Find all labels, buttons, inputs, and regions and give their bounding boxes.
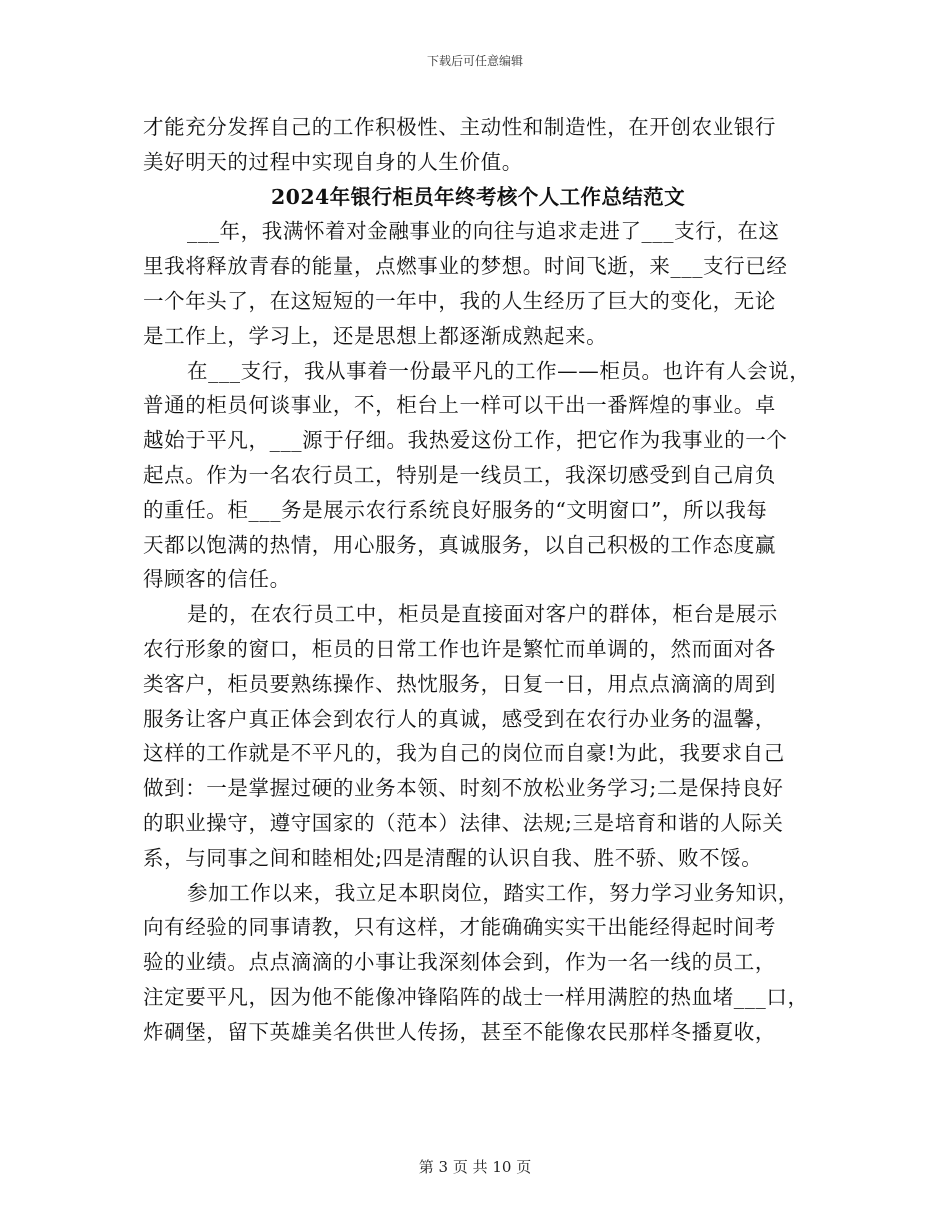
paragraph-line: 起点。作为一名农行员工，特别是一线员工，我深切感受到自己肩负 <box>143 462 776 487</box>
paragraph-line: 天都以饱满的热情，用心服务，真诚服务，以自己积极的工作态度赢 <box>143 532 776 557</box>
paragraph-line: 系，与同事之间和睦相处;四是清醒的认识自我、胜不骄、败不馁。 <box>143 845 763 870</box>
paragraph-line: 在___支行，我从事着一份最平凡的工作——柜员。也许有人会说， <box>187 358 811 383</box>
paragraph-line: 里我将释放青春的能量，点燃事业的梦想。时间飞逝，来___支行已经 <box>143 254 788 279</box>
paragraph-line: 这样的工作就是不平凡的，我为自己的岗位而自豪!为此，我要求自己 <box>143 741 785 766</box>
document-body <box>143 110 813 1050</box>
paragraph-line: 做到：一是掌握过硬的业务本领、时刻不放松业务学习;二是保持良好 <box>143 776 784 801</box>
paragraph-line: 得顾客的信任。 <box>143 567 291 592</box>
page-number: 第 3 页 共 10 页 <box>418 1158 532 1176</box>
paragraph-line: 是工作上，学习上，还是思想上都逐渐成熟起来。 <box>143 323 608 348</box>
paragraph-line: ___年，我满怀着对金融事业的向往与追求走进了___支行，在这 <box>187 219 780 244</box>
paragraph-line: 注定要平凡，因为他不能像冲锋陷阵的战士一样用满腔的热血堵___口， <box>143 984 809 1009</box>
paragraph-line: 类客户，柜员要熟练操作、热忱服务，日复一日，用点点滴滴的周到 <box>143 671 776 696</box>
paragraph-line: 一个年头了，在这短短的一年中，我的人生经历了巨大的变化，无论 <box>143 288 776 313</box>
paragraph-line: 普通的柜员何谈事业，不，柜台上一样可以干出一番辉煌的事业。卓 <box>143 393 776 418</box>
paragraph-line: 服务让客户真正体会到农行人的真诚，感受到在农行办业务的温馨， <box>143 706 776 731</box>
paragraph-line: 的职业操守，遵守国家的（范本）法律、法规;三是培育和谐的人际关 <box>143 810 784 835</box>
document-title: 2024年银行柜员年终考核个人工作总结范文 <box>271 184 685 209</box>
paragraph-line: 验的业绩。点点滴滴的小事让我深刻体会到，作为一名一线的员工， <box>143 950 776 975</box>
paragraph-line: 炸碉堡，留下英雄美名供世人传扬，甚至不能像农民那样冬播夏收， <box>143 1019 776 1044</box>
paragraph-line: 美好明天的过程中实现自身的人生价值。 <box>143 149 523 174</box>
paragraph-line: 是的，在农行员工中，柜员是直接面对客户的群体，柜台是展示 <box>187 602 778 627</box>
paragraph-line: 越始于平凡，___源于仔细。我热爱这份工作，把它作为我事业的一个 <box>143 428 788 453</box>
paragraph-line: 才能充分发挥自己的工作积极性、主动性和制造性，在开创农业银行 <box>143 115 776 139</box>
page-header: 下载后可任意编辑 <box>426 54 523 68</box>
paragraph-line: 向有经验的同事请教，只有这样，才能确确实实干出能经得起时间考 <box>143 915 776 940</box>
paragraph-line: 的重任。柜___务是展示农行系统良好服务的“文明窗口”，所以我每 <box>143 497 768 522</box>
paragraph-line: 参加工作以来，我立足本职岗位，踏实工作，努力学习业务知识， <box>187 880 799 905</box>
paragraph-line: 农行形象的窗口，柜员的日常工作也许是繁忙而单调的，然而面对各 <box>143 636 776 661</box>
